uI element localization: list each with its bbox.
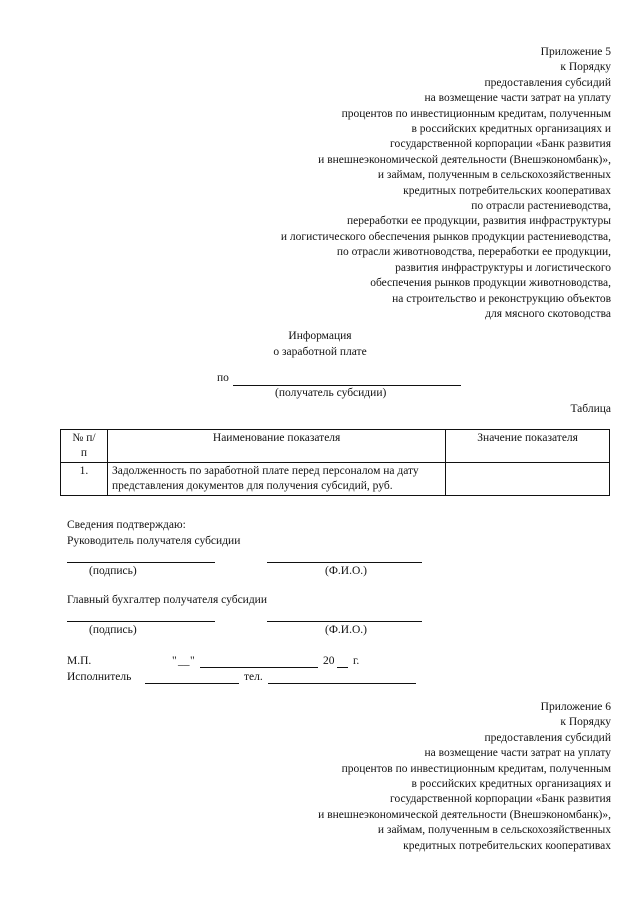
appendix-5-line: процентов по инвестиционным кредитам, полученным — [341, 107, 611, 120]
row-value-cell[interactable] — [446, 463, 610, 496]
head-signature-line[interactable] — [67, 562, 215, 563]
date-close-quote: " — [190, 655, 195, 667]
appendix-5-line: развития инфраструктуры и логистического — [395, 261, 611, 274]
appendix-6-line: на возмещение части затрат на уплату — [424, 747, 611, 760]
date-day-blank[interactable]: __ — [178, 655, 190, 667]
appendix-6-line: и внешнеэкономической деятельности (Внешэкономбанк)», — [318, 808, 611, 821]
document-title — [0, 328, 640, 360]
date-open-quote: " — [172, 655, 177, 667]
appendix-5-line: в российских кредитных организациях и — [411, 123, 611, 136]
appendix-5-line: к Порядку — [560, 61, 611, 74]
accountant-signature-line[interactable] — [67, 621, 215, 622]
appendix-5-header — [281, 45, 611, 322]
row-number: 1. — [61, 463, 108, 496]
appendix-6-line: Приложение 6 — [540, 701, 611, 713]
appendix-6-line: к Порядку — [560, 716, 611, 729]
executor-line[interactable] — [145, 683, 239, 684]
date-month-line[interactable] — [200, 667, 318, 668]
salary-info-table — [60, 429, 610, 496]
recipient-caption: (получатель субсидии) — [275, 387, 387, 399]
appendix-5-line: обеспечения рынков продукции животноводства, — [370, 277, 611, 290]
document-title-line-2: о заработной плате — [273, 346, 367, 358]
appendix-5-line: предоставления субсидий — [484, 76, 611, 89]
head-title: Руководитель получателя субсидии — [67, 535, 241, 547]
recipient-input-line[interactable] — [233, 385, 461, 386]
header-number: № п/п — [61, 430, 108, 463]
appendix-5-line: по отрасли растениеводства, — [471, 200, 611, 213]
row-indicator: Задолженность по заработной плате перед персоналом на дату представления документов для получения субсидий, руб. — [107, 463, 445, 496]
head-name-line[interactable] — [267, 562, 422, 563]
appendix-5-line: и внешнеэкономической деятельности (Внешэкономбанк)», — [318, 153, 611, 166]
recipient-prefix: по — [217, 372, 229, 384]
table-label: Таблица — [570, 403, 611, 415]
confirm-statement: Сведения подтверждаю: — [67, 519, 186, 531]
header-value: Значение показателя — [446, 430, 610, 463]
appendix-5-line: по отрасли животноводства, переработки ее продукции, — [336, 246, 611, 259]
appendix-6-line: процентов по инвестиционным кредитам, полученным — [341, 762, 611, 775]
appendix-5-line: кредитных потребительских кооперативах — [403, 184, 611, 197]
phone-line[interactable] — [268, 683, 416, 684]
accountant-signature-caption: (подпись) — [89, 624, 137, 636]
appendix-6-line: кредитных потребительских кооперативах — [403, 839, 611, 852]
appendix-5-line: на возмещение части затрат на уплату — [424, 92, 611, 105]
table-header-row — [61, 430, 610, 463]
appendix-6-header — [318, 700, 611, 854]
appendix-5-line: для мясного скотоводства — [485, 307, 611, 320]
appendix-5-line: государственной корпорации «Банк развития — [390, 138, 611, 151]
appendix-5-line: на строительство и реконструкцию объектов — [392, 292, 611, 305]
appendix-6-line: и займам, полученным в сельскохозяйственных — [377, 824, 611, 837]
accountant-name-line[interactable] — [267, 621, 422, 622]
appendix-5-line: и займам, полученным в сельскохозяйственных — [377, 169, 611, 182]
stamp-label: М.П. — [67, 655, 92, 667]
appendix-6-line: государственной корпорации «Банк развития — [390, 793, 611, 806]
appendix-5-line: Приложение 5 — [540, 46, 611, 58]
head-signature-caption: (подпись) — [89, 565, 137, 577]
date-year-prefix: 20 — [323, 655, 335, 667]
appendix-5-line: и логистического обеспечения рынков продукции растениеводства, — [280, 230, 611, 243]
appendix-6-line: предоставления субсидий — [484, 731, 611, 744]
appendix-6-line: в российских кредитных организациях и — [411, 778, 611, 791]
table-row — [61, 463, 610, 496]
head-name-caption: (Ф.И.О.) — [325, 565, 367, 577]
date-year-line[interactable] — [337, 667, 348, 668]
phone-label: тел. — [244, 671, 263, 683]
accountant-name-caption: (Ф.И.О.) — [325, 624, 367, 636]
appendix-5-line: переработки ее продукции, развития инфраструктуры — [347, 215, 611, 228]
date-year-suffix: г. — [353, 655, 360, 667]
header-indicator: Наименование показателя — [107, 430, 445, 463]
accountant-title: Главный бухгалтер получателя субсидии — [67, 594, 267, 606]
document-title-line-1: Информация — [288, 330, 352, 342]
executor-label: Исполнитель — [67, 671, 132, 683]
